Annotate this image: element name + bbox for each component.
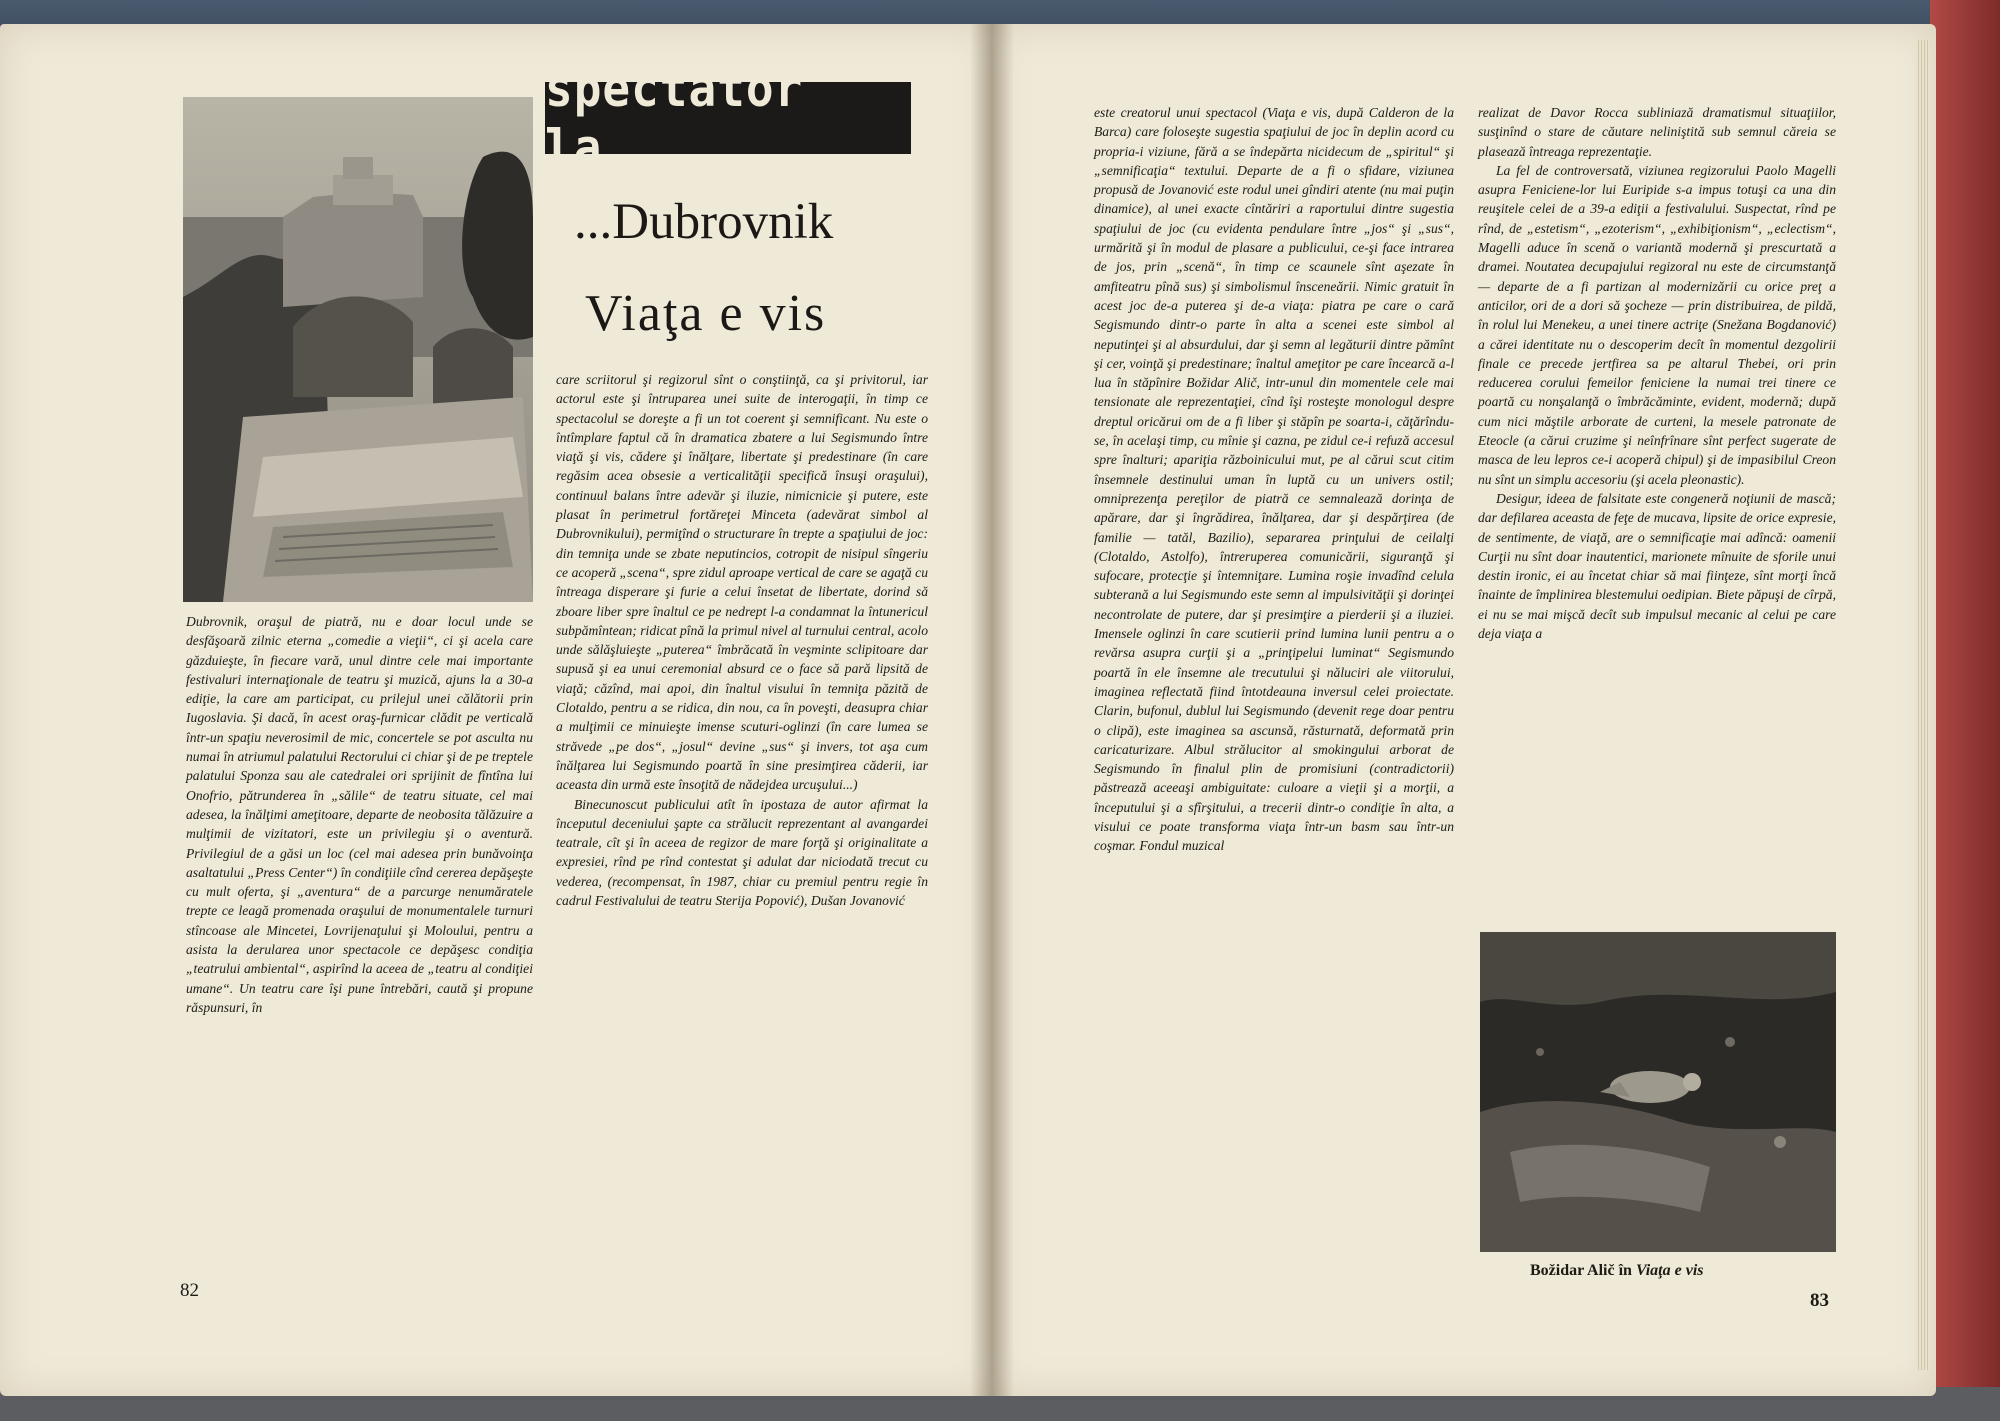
column-3-paragraph: este creatorul unui spectacol (Viaţa e vis, după Calderon de la Barca) care foloseşte sugestia spaţiului de joc în deplin acord cu propria-i viziune, fără a se îndepărta nicidecum de „spiritul“ şi „semnificaţia“ textului. Departe de a fi o sfidare, viziunea propusă de Jovanović este rodul unei gîndiri atente (nu mai puţin dinamice), al unei exacte cîntăriri a raportului dintre sugestia spaţiului de joc (cu evidenta pendulare între „jos“ şi „sus“, urmărită şi în modul de plasare a publicului, ce-şi face intrarea de jos, prin „scenă“, în timp ce scaunele sînt aşezate în amfiteatru pînă sus) şi simbolismul însceneării. Nimic gratuit în acest joc de-a puterea şi de-a viaţa: piatra pe care o cară Segismundo dintr-o parte în alta a scenei este simbol al neputinţei şi al absurdului, dar şi semn al legăturii dintre pămînt şi cer, voinţă şi predestinare; înaltul ameţitor pe care încearcă a-l lua în stăpînire Božidar Alič, intr-unul din momentele cele mai tensionate ale reprezentaţiei, cînd îşi rosteşte monologul despre dreptul oricărui om de a fi liber şi stăpîn pe soarta-i, căţărîndu-se, în acelaşi timp, cu mînie şi cazna, pe zidul ce-i refuză accesul spre înalturi; apariţia războinicului mut, pe al cărui scut citim însemnele destinului uman în luptă cu un univers ostil; omniprezenţa pereţilor de piatră ce semnalează dorinţa de apărare, dar şi îngrădirea, înălţarea, dar şi despărţirea (de familie — tatăl, Bazilio), separarea prinţului de ceilalţi (Clotaldo, Astolfo), întreruperea comunicării, siguranţă şi sufocare, protecţie şi întemniţare. Lumina roşie invadînd celula subterană a lui Segismundo este semn al impulsivităţii şi dorinţei necontrolate de putere, dar şi presimţire a pierderii şi a iluziei. Imensele oglinzi în care scutierii prind lumina lunii pentru a o revărsa asupra curţii şi a „prinţipelui luminat“ Segismundo poartă în ele însemne ale trecutului şi năluciri ale viitorului, imaginea reflectată fiind întotdeauna inversul celei proiectate. Clarin, bufonul, dublul lui Segismundo (devenit rege doar pentru o clipă), este imaginea sa ascunsă, răsturnată, deformată prin caricaturizare. Albul strălucitor al smokingului arborat de Segismundo în finalul plin de promisiuni (contradictorii) păstrează aceeaşi ambiguitate: culoare a vieţii şi a morţii, a începutului şi a sfîrşitului, a trecerii dintr-o condiţie în alta, a visului ce poate transforma viaţa într-un basm sau într-un coşmar. Fondul muzical: [1094, 105, 1454, 854]
column-1-paragraph: Dubrovnik, oraşul de piatră, nu e doar locul unde se desfăşoară zilnic eterna „comedie a vieţii“, ci şi acela care găzduieşte, în fiecare vară, unul dintre cele mai importante festivaluri internaţionale de teatru şi muzică, ajuns la a 30-a ediţie, la care am participat, cu prilejul unei călătorii prin Iugoslavia. Şi dacă, în acest oraş-furnicar clădit pe verticală într-un spaţiu neverosimil de mic, concertele se pot asculta nu numai în atriumul palatului Rectorului ci chiar şi de pe treptele palatului Sponza sau ale catedralei ori sprijinit de fîntîna lui Onofrio, pătrunderea în „sălile“ de teatru situate, cel mai adesea, la înălţimi ameţitoare, departe de neobosita tălăzuire a mulţimii de vizitatori, este un privilegiu şi o aventură. Privilegiul de a găsi un loc (cel mai adesea prin bunăvoinţa asaltatului „Press Center“) în condiţiile cînd cererea depăşeşte cu mult oferta, şi „aventura“ de a parcurge nenumăratele trepte ce leagă promenada oraşului de monumentalele turnuri stîncoase ale Mincetei, Lovrijenaţului şi Moloului, pentru a asista la derularea unor spectacole ce depăşesc condiţia „teatrului ambiental“, aspirînd la aceea de „teatru al condiţiei umane“. Un teatru care îşi pune întrebări, caută şi propune răspunsuri, în: [186, 614, 533, 1015]
column-4-paragraph-1: realizat de Davor Rocca subliniază dramatismul situaţiilor, susţinînd o stare de căutare neliniştită sub semnul căreia se plasează întreaga reprezentaţie.: [1478, 105, 1836, 159]
column-3: [1094, 103, 1454, 1283]
photo-caption: [1530, 1262, 1704, 1280]
page-number-right: 83: [1810, 1290, 1829, 1311]
masthead-text: spectator la...: [545, 58, 804, 178]
caption-play-title: Viaţa e vis: [1635, 1262, 1704, 1279]
dubrovnik-fortress-photo: [183, 97, 533, 602]
book-cover-spine-red: [1930, 0, 2000, 1421]
column-1: [186, 612, 533, 1272]
fortress-illustration: [183, 97, 533, 602]
book-gutter: [970, 24, 1014, 1396]
bozidar-alic-photo: [1480, 932, 1836, 1252]
column-4-paragraph-2: La fel de controversată, viziunea regizorului Paolo Magelli asupra Feniciene-lor lui Euripide s-a impus totuşi ca una din reuşitele celei de a 39-a ediţii a festivalului. Suspectat, rînd pe rînd, de „estetism“, „ezoterism“, „exhibiţionism“, „eclectism“, Magelli aduce în scenă o variantă modernă şi prescurtată a dramei. Noutatea decupajului regizoral nu este de circumstanţă — departe de a fi partizan al modernizării cu orice preţ a anticilor, ori de a dori să şocheze — prin distribuirea, de pildă, în rolul lui Menekeu, a unei tinere actriţe (Snežana Bogdanović) a cărei identitate nu o descoperim decît în momentul dezgolirii finale ce precede jertfirea sa pe altarul Thebei, ori prin reducerea corului femeilor feniciene la numai trei tinere ce poartă cu nonşalanţă o îmbrăcăminte, evident, modernă; după cum nici măştile arborate de curteni, la mesele patronate de Eteocle (a cărui cruzime şi neînfrînare sînt perfect sugerate de masca de leu lepros ce-i acoperă chipul) şi de impasibilul Creon nu sînt un simplu accesoriu (şi acela pleonastic).: [1478, 162, 1836, 487]
article-city-heading: ...Dubrovnik: [574, 194, 834, 250]
column-2-paragraph-1: care scriitorul şi regizorul sînt o conştiinţă, ca şi privitorul, iar actorul este şi întruparea unei suite de interogaţii, în timp ce spectacolul se doreşte a fi un tot coerent şi semnificant. Nu este o întîmplare faptul că în dramatica zbatere a lui Segismundo între viaţă şi vis, cădere şi înălţare, libertate şi predestinare (în care regăsim acea obsesie a verticalităţii specifică însuşi oraşului), continuul balans între adevăr şi iluzie, nimicnicie şi putere, este plasat în perimetrul fortăreţei Minceta (adevărat simbol al Dubrovnikului), permiţînd o structurare în trepte a spaţiului de joc: din temniţa unde se zbate neputincios, cotropit de nisipul sîngeriu ce acoperă „scena“, spre zidul aproape vertical de care se agaţă cu întreaga disperare şi furie a celui însetat de libertate, dorind să zboare liber spre înaltul ce pe nedrept l-a condamnat la întunericul subpămîntean; ridicat pînă la primul nivel al turnului central, acolo unde sălăşluieşte „puterea“ îmbrăcată în veşminte sclipitoare dar supusă şi ea unui ceremonial absurd ce o face să pară lipsită de viaţă; căzînd, mai apoi, din înaltul visului în temniţa păzită de Clotaldo, pentru a se ridica, din nou, ca în poveşti, deasupra chiar a mulţimii ce minuieşte imense scuturi-oglinzi (în care lumea se străvede „pe dos“, „josul“ devine „sus“ şi invers, tot aşa cum înălţarea lui Segismundo poartă în sine presimţirea căderii, iar aceasta din urmă este însoţită de nădejdea urcuşului...): [556, 372, 928, 793]
column-4: [1478, 103, 1836, 913]
article-title: Viaţa e vis: [585, 285, 827, 342]
column-4-paragraph-3: Desigur, ideea de falsitate este congeneră noţiunii de mască; dar defilarea aceasta de feţe de mucava, lipsite de orice expresie, de sentimente, de viaţă, are o semnificaţie mai adîncă: oamenii Curţii nu sînt doar inautentici, marionete mînuite de sforile unui destin ironic, ei au încetat chiar să mai fiinţeze, sînt morţi încă înainte de împlinirea blestemului oedipian. Biete păpuşi de cîrpă, ei nu se mai mişcă decît sub impulsul mecanic al celui pe care deja viaţa a: [1478, 490, 1836, 642]
column-2-paragraph-2: Binecunoscut publicului atît în ipostaza de autor afirmat la începutul deceniului şapte ca strălucit reprezentant al avangardei teatrale, cît şi în aceea de regizor de mare forţă şi originalitate a expresiei, rînd pe rînd contestat şi adulat dar niciodată trecut cu vederea, (recompensat, în 1987, chiar cu premiul pentru regie în cadrul Festivalului de teatru Sterija Popović), Dušan Jovanović: [556, 796, 928, 909]
column-2: [556, 370, 928, 1280]
masthead-banner: [545, 58, 911, 178]
caption-actor-name: Božidar Alič în: [1530, 1262, 1632, 1279]
page-edges: [1916, 40, 1930, 1370]
stage-scene-illustration: [1480, 932, 1836, 1252]
page-number-left: 82: [180, 1280, 199, 1301]
